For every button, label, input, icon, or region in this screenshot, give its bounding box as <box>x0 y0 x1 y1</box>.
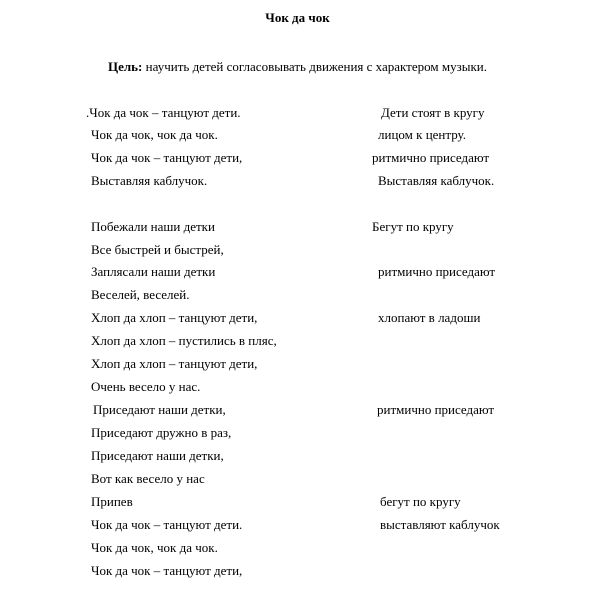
action-line: ритмично приседают <box>372 150 490 165</box>
lyric-line: Выставляя каблучок. <box>91 173 208 188</box>
action-line: Дети стоят в кругу <box>381 105 485 120</box>
goal-text: научить детей согласовывать движения с характером музыки. <box>142 59 487 74</box>
lyric-line: Чок да чок – танцуют дети, <box>91 563 243 578</box>
lyric-line: Приседают наши детки, <box>91 448 224 463</box>
lyric-line: Чок да чок, чок да чок. <box>91 127 218 142</box>
lyric-line: Хлоп да хлоп – танцуют дети, <box>91 356 258 371</box>
lyric-line: Приседают наши детки, <box>93 402 226 417</box>
lyric-line: Хлоп да хлоп – танцуют дети, <box>91 310 258 325</box>
lyric-line: Припев <box>91 494 133 509</box>
lyric-line: Чок да чок – танцуют дети. <box>91 517 243 532</box>
goal-label: Цель: <box>108 59 143 74</box>
lyric-line: .Чок да чок – танцуют дети. <box>86 105 241 120</box>
lyric-line: Хлоп да хлоп – пустились в пляс, <box>91 333 277 348</box>
lyric-line: Чок да чок, чок да чок. <box>91 540 218 555</box>
lyric-line: Побежали наши детки <box>91 219 215 234</box>
lyric-line: Приседают дружно в раз, <box>91 425 232 440</box>
document-title: Чок да чок <box>265 10 330 25</box>
action-line: выставляют каблучок <box>380 517 500 532</box>
lyric-line: Чок да чок – танцуют дети, <box>91 150 243 165</box>
action-line: ритмично приседают <box>377 402 495 417</box>
lyric-line: Все быстрей и быстрей, <box>91 242 224 257</box>
lyric-line: Заплясали наши детки <box>91 264 216 279</box>
lyric-line: Очень весело у нас. <box>91 379 201 394</box>
action-line: Выставляя каблучок. <box>378 173 495 188</box>
action-line: хлопают в ладоши <box>378 310 481 325</box>
lyric-line: Веселей, веселей. <box>91 287 190 302</box>
action-line: ритмично приседают <box>378 264 496 279</box>
action-line: бегут по кругу <box>380 494 461 509</box>
lyric-line: Вот как весело у нас <box>91 471 205 486</box>
action-line: лицом к центру. <box>378 127 466 142</box>
action-line: Бегут по кругу <box>372 219 454 234</box>
